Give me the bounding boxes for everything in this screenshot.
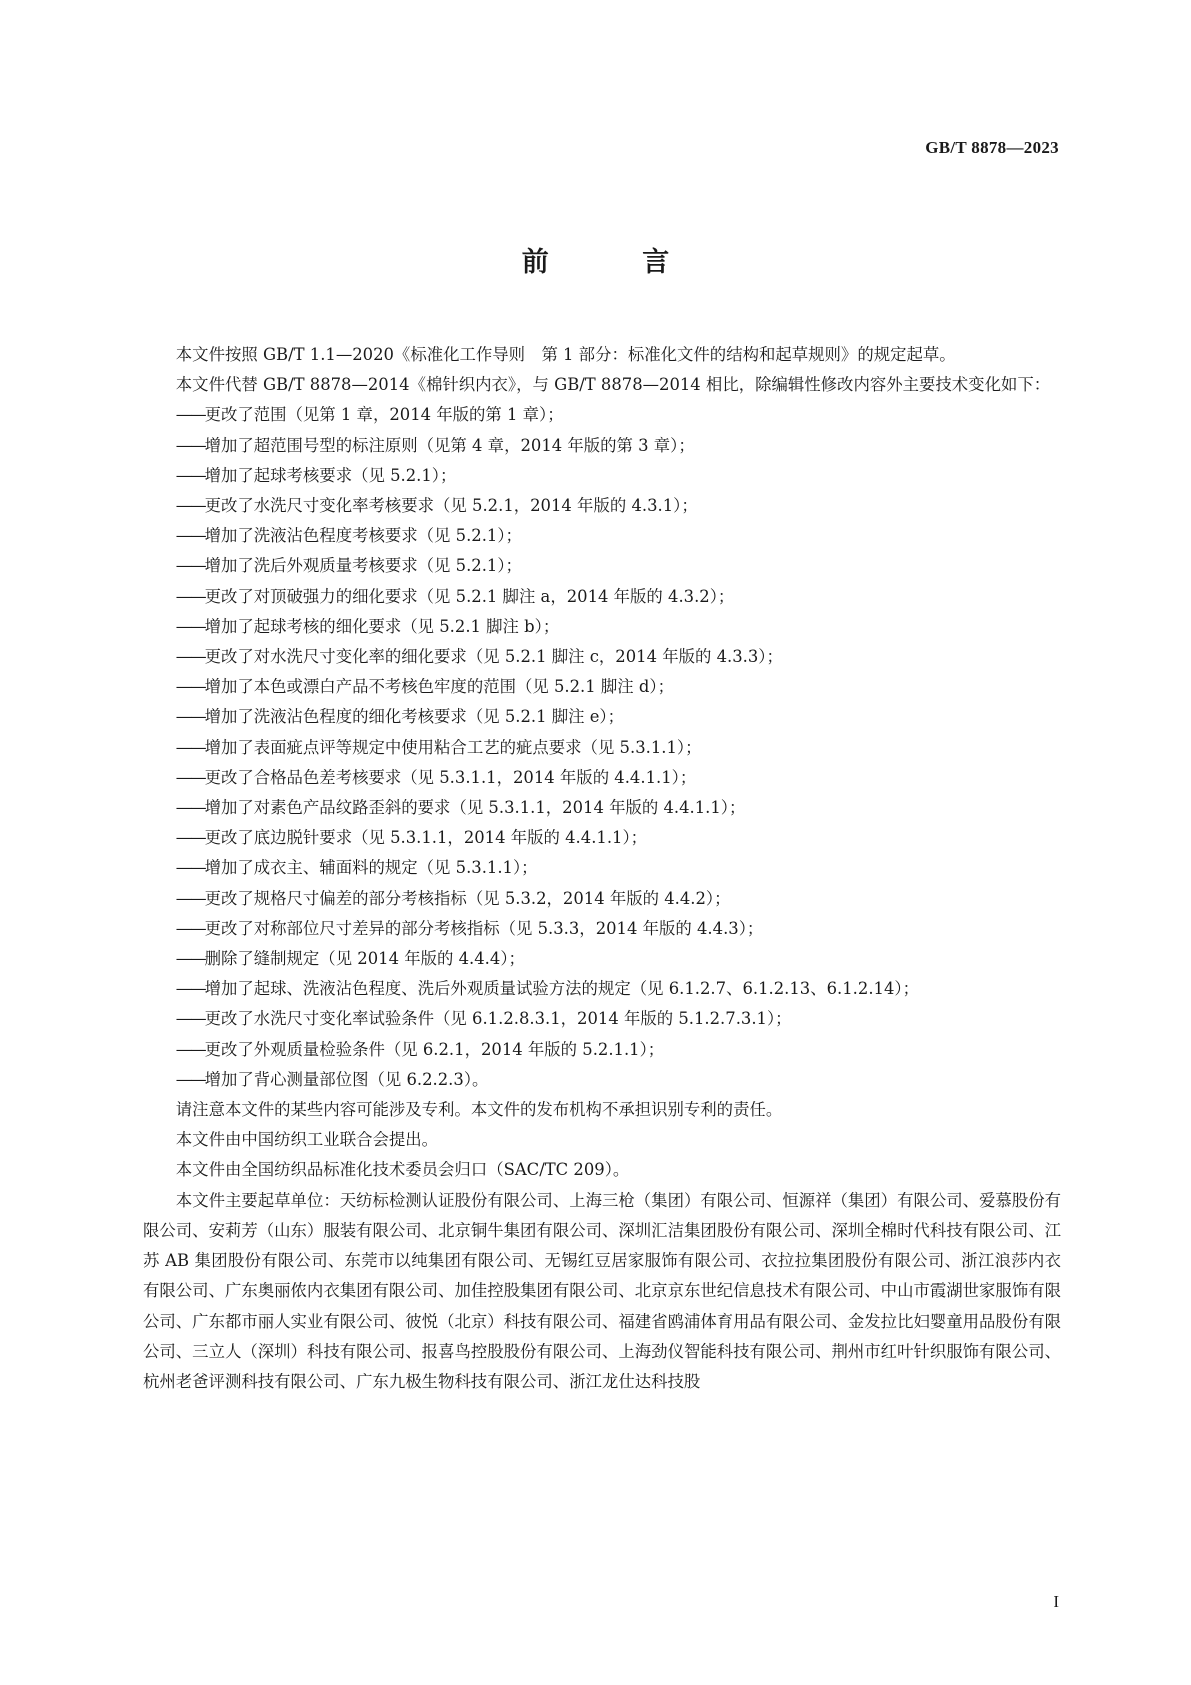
list-dash: —— [175, 1009, 205, 1029]
change-list-item [143, 461, 1061, 491]
list-dash: —— [175, 435, 205, 455]
foreword-body [143, 340, 1061, 1397]
change-text: 更改了规格尺寸偏差的部分考核指标（见 5.3.2，2014 年版的 4.4.2）； [204, 888, 731, 908]
list-dash: —— [175, 586, 205, 606]
change-list-item [143, 974, 1061, 1004]
standard-number: GB/T 8878—2023 [925, 138, 1059, 157]
change-text: 增加了成衣主、辅面料的规定（见 5.3.1.1）； [204, 858, 538, 878]
change-text: 更改了合格品色差考核要求（见 5.3.1.1，2014 年版的 4.4.1.1）； [204, 767, 697, 787]
change-text: 增加了起球考核要求（见 5.2.1）； [204, 465, 457, 485]
list-dash: —— [175, 858, 205, 878]
change-list-item [143, 823, 1061, 853]
change-text: 更改了底边脱针要求（见 5.3.1.1，2014 年版的 4.4.1.1）； [204, 828, 648, 848]
change-list-item [143, 1004, 1061, 1034]
change-text: 增加了洗液沾色程度考核要求（见 5.2.1）； [204, 526, 522, 546]
list-dash: —— [175, 616, 205, 636]
change-text: 增加了超范围号型的标注原则（见第 4 章，2014 年版的第 3 章）； [204, 435, 695, 455]
change-list-item [143, 914, 1061, 944]
change-text: 增加了表面疵点评等规定中使用粘合工艺的疵点要求（见 5.3.1.1）； [204, 737, 702, 757]
list-dash: —— [175, 949, 205, 969]
change-list-item [143, 491, 1061, 521]
change-list-item [143, 944, 1061, 974]
note-paragraph: 本文件由全国纺织品标准化技术委员会归口（SAC/TC 209）。 [175, 1160, 630, 1180]
note-paragraph: 请注意本文件的某些内容可能涉及专利。本文件的发布机构不承担识别专利的责任。 [175, 1100, 783, 1120]
change-list-item [143, 582, 1061, 612]
list-dash: —— [175, 526, 205, 546]
change-text: 删除了缝制规定（见 2014 年版的 4.4.4）； [204, 949, 525, 969]
page-title: 前 言 [521, 247, 712, 278]
list-dash: —— [175, 767, 205, 787]
change-text: 增加了起球考核的细化要求（见 5.2.1 脚注 b）； [204, 616, 560, 636]
change-list-item [143, 521, 1061, 551]
list-dash: —— [175, 465, 205, 485]
change-text: 更改了外观质量检验条件（见 6.2.1，2014 年版的 5.2.1.1）； [204, 1039, 665, 1059]
change-list-item [143, 642, 1061, 672]
change-list-item [143, 1065, 1061, 1095]
list-dash: —— [175, 828, 205, 848]
change-text: 增加了起球、洗液沾色程度、洗后外观质量试验方法的规定（见 6.1.2.7、6.1.2.13、6.1.2.14）； [204, 979, 919, 999]
list-dash: —— [175, 979, 205, 999]
list-dash: —— [175, 1069, 205, 1089]
list-dash: —— [175, 918, 205, 938]
list-dash: —— [175, 707, 205, 727]
list-dash: —— [175, 737, 205, 757]
list-dash: —— [175, 647, 205, 667]
change-text: 增加了对素色产品纹路歪斜的要求（见 5.3.1.1，2014 年版的 4.4.1.1）； [204, 798, 746, 818]
change-text: 增加了洗后外观质量考核要求（见 5.2.1）； [204, 556, 522, 576]
change-list-item [143, 672, 1061, 702]
change-list-item [143, 400, 1061, 430]
list-dash: —— [175, 1039, 205, 1059]
intro-paragraph: 本文件按照 GB/T 1.1—2020《标准化工作导则 第 1 部分：标准化文件的结构和起草规则》的规定起草。 [175, 345, 956, 364]
change-list-item [143, 612, 1061, 642]
change-text: 更改了水洗尺寸变化率考核要求（见 5.2.1，2014 年版的 4.3.1）； [204, 496, 698, 516]
change-list-item [143, 884, 1061, 914]
change-text: 增加了背心测量部位图（见 6.2.2.3）。 [204, 1069, 489, 1089]
change-text: 更改了对顶破强力的细化要求（见 5.2.1 脚注 a，2014 年版的 4.3.2）； [204, 586, 735, 606]
change-text: 更改了对称部位尺寸差异的部分考核指标（见 5.3.3，2014 年版的 4.4.3）； [204, 918, 764, 938]
change-list-item [143, 853, 1061, 883]
change-text: 更改了水洗尺寸变化率试验条件（见 6.1.2.8.3.1，2014 年版的 5.1.2.7.3.1）； [204, 1009, 792, 1029]
list-dash: —— [175, 405, 205, 425]
list-dash: —— [175, 677, 205, 697]
change-list-item [143, 431, 1061, 461]
change-list-item [143, 793, 1061, 823]
change-list-item [143, 763, 1061, 793]
changes-list [143, 400, 1061, 1095]
list-dash: —— [175, 556, 205, 576]
change-text: 更改了范围（见第 1 章，2014 年版的第 1 章）； [204, 405, 564, 425]
change-text: 增加了洗液沾色程度的细化考核要求（见 5.2.1 脚注 e）； [204, 707, 625, 727]
change-text: 增加了本色或漂白产品不考核色牢度的范围（见 5.2.1 脚注 d）； [204, 677, 674, 697]
note-paragraph: 本文件由中国纺织工业联合会提出。 [175, 1130, 439, 1150]
list-dash: —— [175, 798, 205, 818]
change-list-item [143, 733, 1061, 763]
intro-paragraph: 本文件代替 GB/T 8878—2014《棉针织内衣》，与 GB/T 8878—2014 相比，除编辑性修改内容外主要技术变化如下： [175, 375, 1051, 395]
change-text: 更改了对水洗尺寸变化率的细化要求（见 5.2.1 脚注 c，2014 年版的 4.3.3）； [204, 647, 783, 667]
drafting-units-paragraph: 本文件主要起草单位：天纺标检测认证股份有限公司、上海三枪（集团）有限公司、恒源祥（集团）有限公司、爱慕股份有限公司、安莉芳（山东）服装有限公司、北京铜牛集团有限公司、深圳汇洁集团股份有限公司、深圳全棉时代科技有限公司、江苏 AB 集团股份有限公司、东莞市以纯集团有限公司、无锡红豆居家服饰有限公司、衣拉拉集团股份有限公司、浙江浪莎内衣有限公司、广东奥丽侬内衣集团有限公司、加佳控股集团有限公司、北京京东世纪信息技术有限公司、中山市霞湖世家服饰有限公司、广东都市丽人实业有限公司、彼悦（北京）科技有限公司、福建省鸥浦体育用品有限公司、金发拉比妇婴童用品股份有限公司、三立人（深圳）科技有限公司、报喜鸟控股股份有限公司、上海劲仪智能科技有限公司、荆州市红叶针织服饰有限公司、杭州老爸评测科技有限公司、广东九极生物科技有限公司、浙江龙仕达科技股 [143, 1190, 1061, 1391]
change-list-item [143, 702, 1061, 732]
list-dash: —— [175, 496, 205, 516]
page-number: I [1053, 1592, 1059, 1611]
list-dash: —— [175, 888, 205, 908]
change-list-item [143, 1035, 1061, 1065]
change-list-item [143, 551, 1061, 581]
